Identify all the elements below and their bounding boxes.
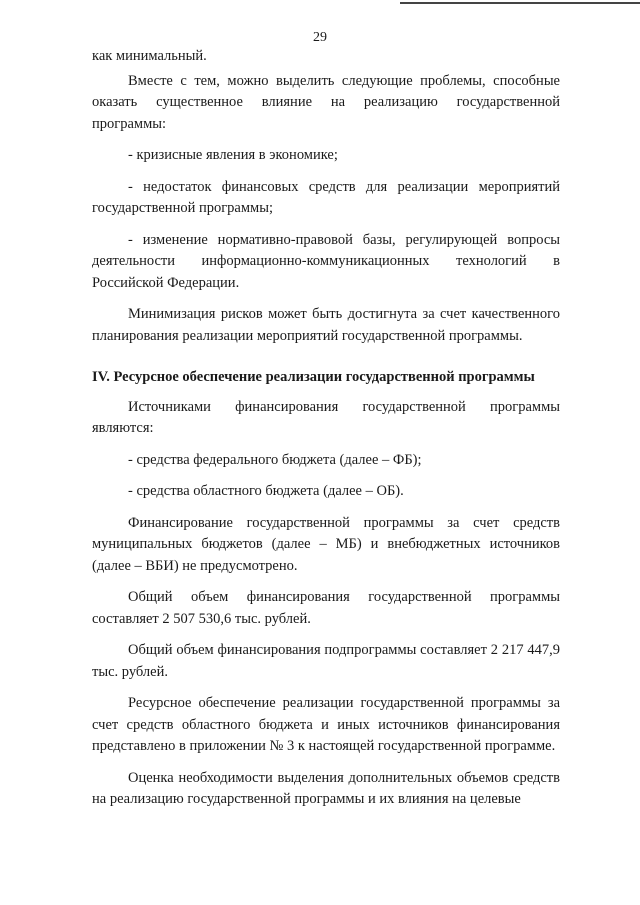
top-border-line [400, 2, 640, 4]
paragraph: Ресурсное обеспечение реализации государственной программы за счет средств областного бюджета и иных источников финансирования представлено в приложении № 3 к настоящей государственной программе. [92, 695, 560, 754]
list-item: - кризисные явления в экономике; [128, 147, 338, 163]
page-number: 29 [313, 30, 327, 45]
paragraph: Минимизация рисков может быть достигнута за счет качественного планирования реализации мероприятий государственной программы. [92, 306, 560, 344]
paragraph: Общий объем финансирования подпрограммы составляет 2 217 447,9 тыс. рублей. [92, 642, 560, 680]
paragraph: Общий объем финансирования государственной программы составляет 2 507 530,6 тыс. рублей. [92, 589, 560, 627]
paragraph: Вместе с тем, можно выделить следующие проблемы, способные оказать существенное влияние на реализацию государственной программы: [92, 72, 560, 132]
paragraph: Финансирование государственной программы за счет средств муниципальных бюджетов (далее – МБ) и внебюджетных источников (далее – ВБИ) не предусмотрено. [92, 514, 560, 574]
paragraph: Оценка необходимости выделения дополнительных объемов средств на реализацию государственной программы и их влияния на целевые [92, 769, 560, 807]
list-item: - недостаток финансовых средств для реализации мероприятий государственной программы; [92, 178, 560, 216]
list-item: - средства областного бюджета (далее – ОБ). [128, 483, 404, 499]
document-body [92, 46, 560, 814]
paragraph: Источниками финансирования государственной программы являются: [92, 398, 560, 436]
paragraph: как минимальный. [92, 48, 207, 64]
section-heading: IV. Ресурсное обеспечение реализации государственной программы [92, 369, 535, 385]
list-item: - средства федерального бюджета (далее – ФБ); [128, 451, 422, 468]
list-item: - изменение нормативно-правовой базы, регулирующей вопросы деятельности информационно-коммуникационных технологий в Российской Федерации. [92, 231, 560, 291]
